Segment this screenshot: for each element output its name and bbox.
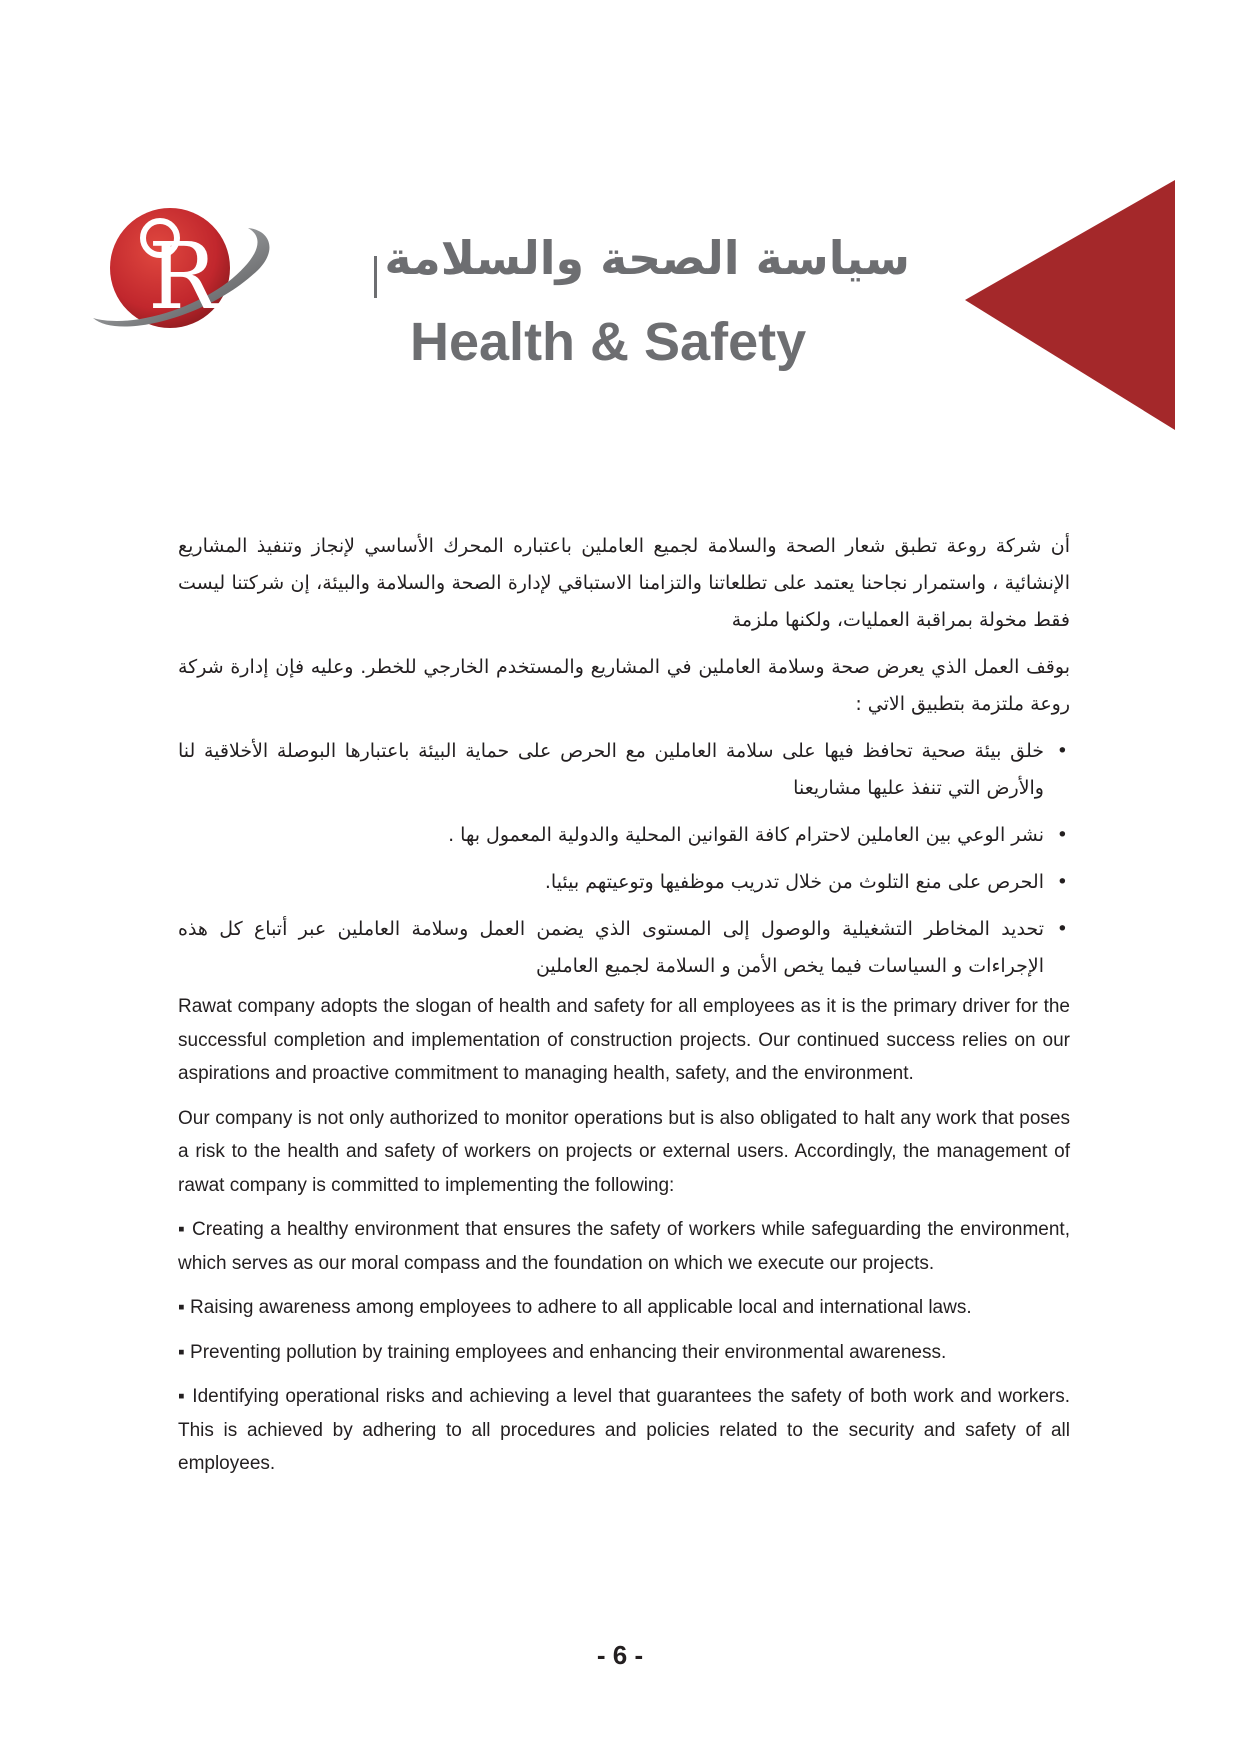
english-bullet-item: [178, 1213, 1070, 1280]
bullet-icon: ▪: [178, 1341, 185, 1363]
arabic-bullet-text: خلق بيئة صحية تحافظ فيها على سلامة العاملين مع الحرص على حماية البيئة باعتبارها البوصلة الأخلاقية لنا والأرض التي تنفذ عليها مشاريعنا: [178, 740, 1044, 799]
arabic-body: [178, 528, 1070, 995]
bullet-icon: •: [1056, 871, 1068, 893]
arabic-bullet-text: نشر الوعي بين العاملين لاحترام كافة القوانين المحلية والدولية المعمول بها .: [448, 824, 1044, 846]
english-bullet-text: Raising awareness among employees to adhere to all applicable local and international laws.: [190, 1297, 972, 1318]
english-bullet-item: [178, 1336, 1070, 1370]
arabic-paragraph-1: أن شركة روعة تطبق شعار الصحة والسلامة لجميع العاملين باعتباره المحرك الأساسي لإنجاز وتنفيذ المشاريع الإنشائية ، واستمرار نجاحنا يعتمد على تطلعاتنا والتزامنا الاستباقي لإدارة الصحة والسلامة والبيئة، إن شركتنا ليست فقط مخولة بمراقبة العمليات، ولكنها ملزمة: [178, 535, 1070, 631]
arabic-bullet-text: الحرص على منع التلوث من خلال تدريب موظفيها وتوعيتهم بيئيا.: [544, 871, 1044, 893]
bullet-icon: ▪: [178, 1219, 186, 1240]
arabic-bullet-item: [178, 733, 1070, 807]
arabic-bullet-text: تحديد المخاطر التشغيلية والوصول إلى المستوى الذي يضمن العمل وسلامة العاملين عبر أتباع كل هذه الإجراءات و السياسات فيما يخص الأمن و السلامة لجميع العاملين: [178, 918, 1044, 977]
english-bullet-text: Creating a healthy environment that ensures the safety of workers while safeguarding the environment, which serves as our moral compass and the foundation on which we execute our projects.: [178, 1219, 1070, 1274]
red-triangle-decoration: [965, 180, 1175, 430]
arabic-bullet-item: [178, 817, 1070, 854]
arabic-paragraph-2: بوقف العمل الذي يعرض صحة وسلامة العاملين في المشاريع والمستخدم الخارجي للخطر. وعليه فإن إدارة شركة روعة ملتزمة بتطبيق الاتي :: [178, 656, 1070, 715]
english-bullet-text: Identifying operational risks and achieving a level that guarantees the safety of both work and workers. This is achieved by adhering to all procedures and policies related to the security and safety of all employees.: [178, 1386, 1071, 1474]
bullet-icon: ▪: [178, 1386, 186, 1407]
page-number: - 6 -: [596, 1640, 644, 1670]
company-logo: [88, 200, 278, 350]
english-bullet-text: Preventing pollution by training employees and enhancing their environmental awareness.: [190, 1341, 947, 1363]
bullet-icon: •: [1056, 740, 1068, 762]
english-paragraph-2: Our company is not only authorized to monitor operations but is also obligated to halt any work that poses a risk to the health and safety of workers on projects or external users. Accordingly, the management of rawat company is committed to implementing the following:: [178, 1107, 1070, 1196]
english-body: [178, 990, 1070, 1492]
bullet-icon: •: [1056, 918, 1068, 940]
english-paragraph-1: Rawat company adopts the slogan of health and safety for all employees as it is the primary driver for the successful completion and implementation of construction projects. Our continued success relies on our aspirations and proactive commitment to managing health, safety, and the environment.: [178, 996, 1070, 1084]
bullet-icon: ▪: [178, 1297, 185, 1318]
title-divider: [374, 256, 377, 298]
page-title-arabic: سياسة الصحة والسلامة: [384, 231, 910, 285]
arabic-bullet-item: [178, 911, 1070, 985]
page-title-english: Health & Safety: [410, 312, 807, 372]
english-bullet-item: [178, 1380, 1070, 1481]
english-bullet-item: [178, 1291, 1070, 1325]
logo-letter: R: [148, 223, 218, 330]
bullet-icon: •: [1056, 824, 1068, 846]
arabic-bullet-item: [178, 864, 1070, 901]
